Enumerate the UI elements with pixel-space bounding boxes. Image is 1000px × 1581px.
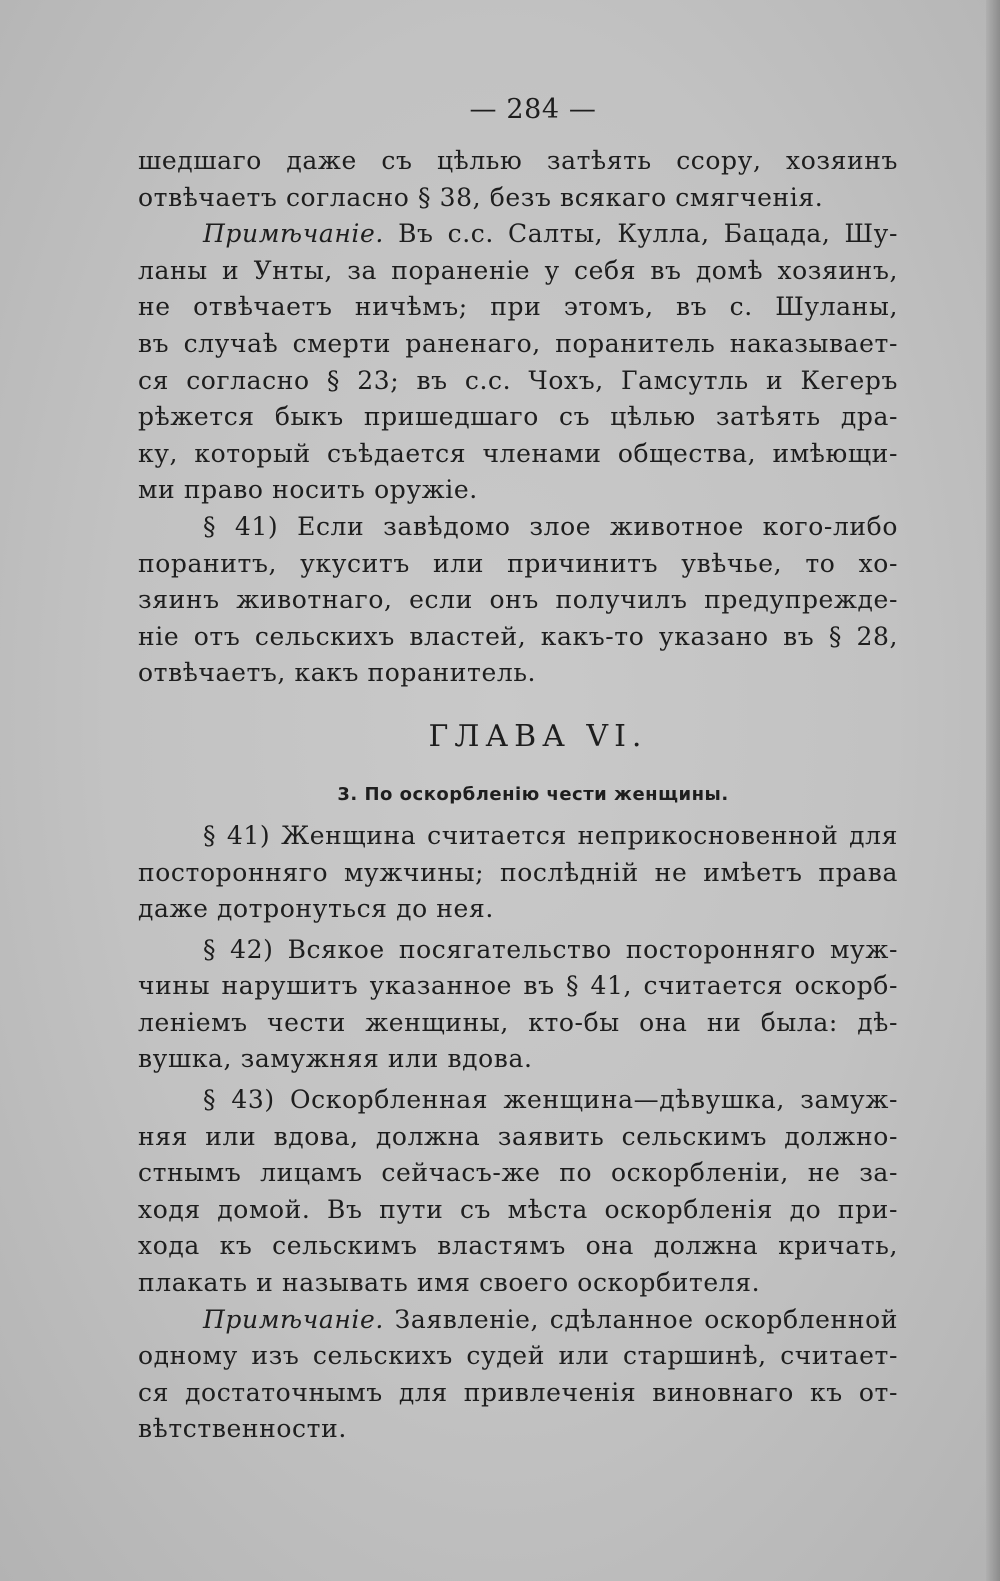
- text-line: одному изъ сельскихъ судей или старшинѣ, считает-: [138, 1341, 898, 1371]
- text-line: плакать и называть имя своего оскорбителя.: [138, 1268, 761, 1298]
- text-line: шедшаго даже съ цѣлью затѣять ссору, хозяинъ: [138, 146, 898, 175]
- paragraph-43: [138, 1082, 898, 1302]
- text-line: ми право носить оружіе.: [138, 475, 478, 505]
- text-line: не отвѣчаетъ ничѣмъ; при этомъ, въ с. Шуланы,: [138, 292, 898, 322]
- text-line: зяинъ животнаго, если онъ получилъ предупрежде-: [138, 585, 898, 615]
- page-edge-shadow: [986, 0, 1000, 1581]
- text-line: § 41) Женщина считается неприкосновенной для: [203, 820, 898, 850]
- text-line: вушка, замужняя или вдова.: [138, 1044, 533, 1074]
- text-line: посторонняго мужчины; послѣдній не имѣетъ права: [138, 857, 898, 887]
- text-line: хода къ сельскимъ властямъ она должна кричать,: [138, 1231, 898, 1261]
- note-text: Заявленіе, сдѣланное оскорбленной: [394, 1304, 898, 1334]
- text-line: леніемъ чести женщины, кто-бы она ни была: дѣ-: [138, 1007, 898, 1037]
- chapter-heading: ГЛАВА VI.: [428, 718, 648, 754]
- note-paragraph: [138, 216, 898, 509]
- text-line: поранитъ, укуситъ или причинитъ увѣчье, то хо-: [138, 548, 898, 578]
- text-line: § 42) Всякое посягательство посторонняго муж-: [203, 934, 898, 964]
- note-text: Въ с.с. Салты, Кулла, Бацада, Шу-: [398, 219, 899, 249]
- text-line: ку, который съѣдается членами общества, имѣющи-: [138, 438, 898, 468]
- text-line: въ случаѣ смерти раненаго, поранитель наказывает-: [138, 328, 898, 358]
- text-line: ся достаточнымъ для привлеченія виновнаго къ от-: [138, 1377, 898, 1407]
- section-heading: 3. По оскорбленію чести женщины.: [337, 783, 729, 805]
- note-label: Примѣчаніе.: [203, 1304, 384, 1334]
- text-line: ходя домой. Въ пути съ мѣста оскорбленія до при-: [138, 1194, 898, 1224]
- text-line: § 41) Если завѣдомо злое животное кого-либо: [203, 511, 898, 541]
- text-line: § 43) Оскорбленная женщина—дѣвушка, замуж-: [203, 1085, 898, 1115]
- text-line: [138, 216, 898, 253]
- text-line: отвѣчаетъ, какъ поранитель.: [138, 658, 537, 688]
- paragraph-42: [138, 932, 898, 1078]
- text-line: вѣтственности.: [138, 1414, 347, 1444]
- text-line: стнымъ лицамъ сейчасъ-же по оскорбленіи, не за-: [138, 1158, 898, 1188]
- text-line: рѣжется быкъ пришедшаго съ цѣлью затѣять дра-: [138, 402, 898, 432]
- text-line: няя или вдова, должна заявить сельскимъ должно-: [138, 1121, 898, 1151]
- note-paragraph: [138, 1302, 898, 1448]
- text-line: чины нарушитъ указанное въ § 41, считается оскорб-: [138, 971, 898, 1001]
- paragraph-41-women: [138, 818, 898, 928]
- page-text: [138, 85, 898, 1448]
- paragraph-continuation: [138, 143, 898, 216]
- page-number: — 284 —: [469, 94, 597, 125]
- note-label: Примѣчаніе.: [203, 219, 384, 249]
- text-line: ся согласно § 23; въ с.с. Чохъ, Гамсутль и Кегеръ: [138, 365, 898, 395]
- paragraph-41: [138, 509, 898, 692]
- text-line: отвѣчаетъ согласно § 38, безъ всякаго смягченія.: [138, 182, 824, 212]
- text-line: даже дотронуться до нея.: [138, 894, 494, 924]
- text-line: ніе отъ сельскихъ властей, какъ-то указано въ § 28,: [138, 621, 898, 651]
- text-line: [138, 1302, 898, 1339]
- text-line: ланы и Унты, за пораненіе у себя въ домѣ хозяинъ,: [138, 255, 898, 285]
